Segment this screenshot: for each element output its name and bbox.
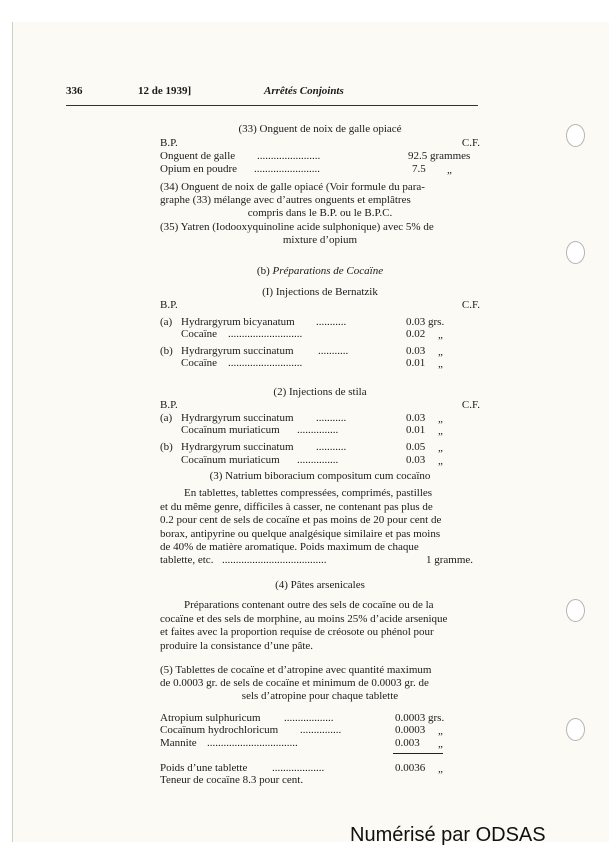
section-35-line: mixture d’opium (282, 234, 358, 246)
item-label: (b) (160, 345, 173, 357)
ditto-mark: „ (447, 164, 452, 176)
ingredient-name: Cocaïne (181, 328, 218, 340)
pates-paragraph (160, 599, 480, 653)
ingredient-qty: 0.03 (406, 345, 426, 357)
ingredient-name: Cocaïne (181, 357, 218, 369)
leader-dots: ........... (316, 441, 347, 453)
ingredient-name: Hydrargyrum bicyanatum (181, 316, 295, 328)
ingredient-name: Cocaïnum muriaticum (181, 424, 280, 436)
digitization-watermark: Numérisé par ODSAS (350, 824, 546, 846)
ingredient-qty: 0.003 (395, 737, 420, 749)
ingredient-qty: 0.01 (406, 357, 426, 369)
leader-dots: ........... (316, 412, 347, 424)
leader-dots: ....................... (257, 150, 321, 162)
ingredient-name: Cocaïnum hydrochloricum (160, 724, 279, 736)
header-title: Arrêtés Conjoints (264, 85, 344, 97)
section-33-title: (33) Onguent de noix de galle opiacé (238, 123, 402, 135)
ditto-mark: „ (438, 442, 443, 454)
ingredient-name: Mannite (160, 737, 197, 749)
ingredient-name: Cocaïnum muriaticum (181, 454, 280, 466)
ingredient-qty: 0.05 (406, 441, 426, 453)
ditto-mark: „ (438, 346, 443, 358)
ingredient-qty: 0.03 grs. (406, 316, 445, 328)
paragraph-line: et du même genre, difficiles à casser, ne contenant pas plus de (160, 500, 433, 513)
binder-hole (566, 124, 585, 147)
leader-dots: ........................... (228, 357, 303, 369)
page-number: 336 (66, 85, 83, 97)
tablettes-line: (5) Tablettes de cocaïne et d’atropine avec quantité maximum (160, 664, 432, 676)
leader-dots: ............... (300, 724, 342, 736)
total-name: Poids d’une tablette (160, 762, 248, 774)
binder-hole (566, 599, 585, 622)
leader-dots: ........................... (228, 328, 303, 340)
ditto-mark: „ (438, 425, 443, 437)
paragraph-line: cocaïne et des sels de morphine, au moins 25% d’acide arsenique (160, 612, 448, 625)
binder-hole (566, 718, 585, 741)
header-date: 12 de 1939] (138, 85, 192, 97)
natrium-qty: 1 gramme. (426, 554, 474, 566)
ingredient-qty: 0.01 (406, 424, 426, 436)
tablettes-line: de 0.0003 gr. de sels de cocaïne et minimum de 0.0003 gr. de (160, 677, 429, 689)
paragraph-line: En tablettes, tablettes compressées, comprimés, pastilles (184, 487, 433, 499)
natrium-title: (3) Natrium biboracium compositum cum cocaïno (209, 470, 431, 482)
sum-rule (393, 753, 443, 754)
leader-dots: ........... (318, 345, 349, 357)
leader-dots: ...................................... (222, 554, 327, 566)
pates-title: (4) Pâtes arsenicales (275, 579, 365, 591)
section-35-line: (35) Yatren (Iodooxyquinoline acide sulphonique) avec 5% de (160, 221, 434, 233)
cf-label: C.F. (461, 399, 480, 411)
paragraph-line: 0.2 pour cent de sels de cocaïne et pas moins de 20 pour cent de (160, 514, 442, 527)
ditto-mark: „ (438, 738, 443, 750)
paragraph-line: produire la consistance d’une pâte. (160, 639, 314, 652)
tablettes-line: sels d’atropine pour chaque tablette (241, 690, 399, 702)
ingredient-qty: 0.03 (406, 412, 426, 424)
leader-dots: ........... (316, 316, 347, 328)
ditto-mark: „ (438, 329, 443, 341)
bp-label: B.P. (160, 299, 178, 311)
item-label: (a) (160, 412, 173, 424)
stila-title: (2) Injections de stila (273, 386, 367, 398)
ditto-mark: „ (438, 725, 443, 737)
ingredient-qty: 0.02 (406, 328, 426, 340)
ditto-mark: „ (438, 455, 443, 467)
ingredient-qty: 0.03 (406, 454, 426, 466)
leader-dots: ........................ (254, 163, 320, 175)
leader-dots: ............... (297, 424, 339, 436)
bp-label: B.P. (160, 399, 178, 411)
ingredient-name: Opium en poudre (160, 163, 237, 175)
ingredient-name: Hydrargyrum succinatum (181, 441, 294, 453)
cocaine-section-title: (b) Préparations de Cocaïne (256, 265, 384, 277)
paragraph-line: de 40% de matière aromatique. Poids maximum de chaque (160, 541, 419, 554)
ingredient-qty: 7.5 (412, 163, 426, 175)
ditto-mark: „ (438, 358, 443, 370)
ingredient-name: Atropium sulphuricum (160, 712, 261, 724)
ingredient-name: Onguent de galle (160, 150, 236, 162)
paragraph-line: et faites avec la proportion requise de créosote ou phénol pour (160, 626, 434, 639)
section-34-line: graphe (33) mélange avec d’autres onguents et emplâtres (160, 194, 411, 206)
ingredient-name: Hydrargyrum succinatum (181, 345, 294, 357)
leader-dots: ............... (297, 454, 339, 466)
ditto-mark: „ (438, 413, 443, 425)
paragraph-line: Préparations contenant outre des sels de cocaïne ou de la (184, 599, 434, 611)
natrium-paragraph (160, 487, 480, 555)
leader-dots: ................... (272, 762, 325, 774)
ditto-mark: „ (438, 763, 443, 775)
ingredient-qty: 92.5 grammes (408, 150, 471, 162)
leader-dots: ................................. (207, 737, 298, 749)
section-34-line: compris dans le B.P. ou le B.P.C. (247, 207, 393, 219)
section-34-line: (34) Onguent de noix de galle opiacé (Voir formule du para- (160, 181, 425, 193)
header-rule (66, 105, 478, 106)
bp-label: B.P. (160, 137, 178, 149)
item-label: (b) (160, 441, 173, 453)
natrium-last-line: tablette, etc. (160, 554, 214, 566)
ingredient-qty: 0.0003 grs. (395, 712, 445, 724)
cf-label: C.F. (461, 137, 480, 149)
paragraph-line: borax, antipyrine ou quelque analgésique similaire et pas moins (160, 527, 441, 540)
leader-dots: .................. (284, 712, 334, 724)
teneur-line: Teneur de cocaïne 8.3 pour cent. (160, 774, 304, 786)
binder-hole (566, 241, 585, 264)
ingredient-name: Hydrargyrum succinatum (181, 412, 294, 424)
item-label: (a) (160, 316, 173, 328)
cf-label: C.F. (461, 299, 480, 311)
bernatzik-title: (I) Injections de Bernatzik (262, 286, 378, 298)
ingredient-qty: 0.0003 (395, 724, 426, 736)
total-qty: 0.0036 (395, 762, 426, 774)
